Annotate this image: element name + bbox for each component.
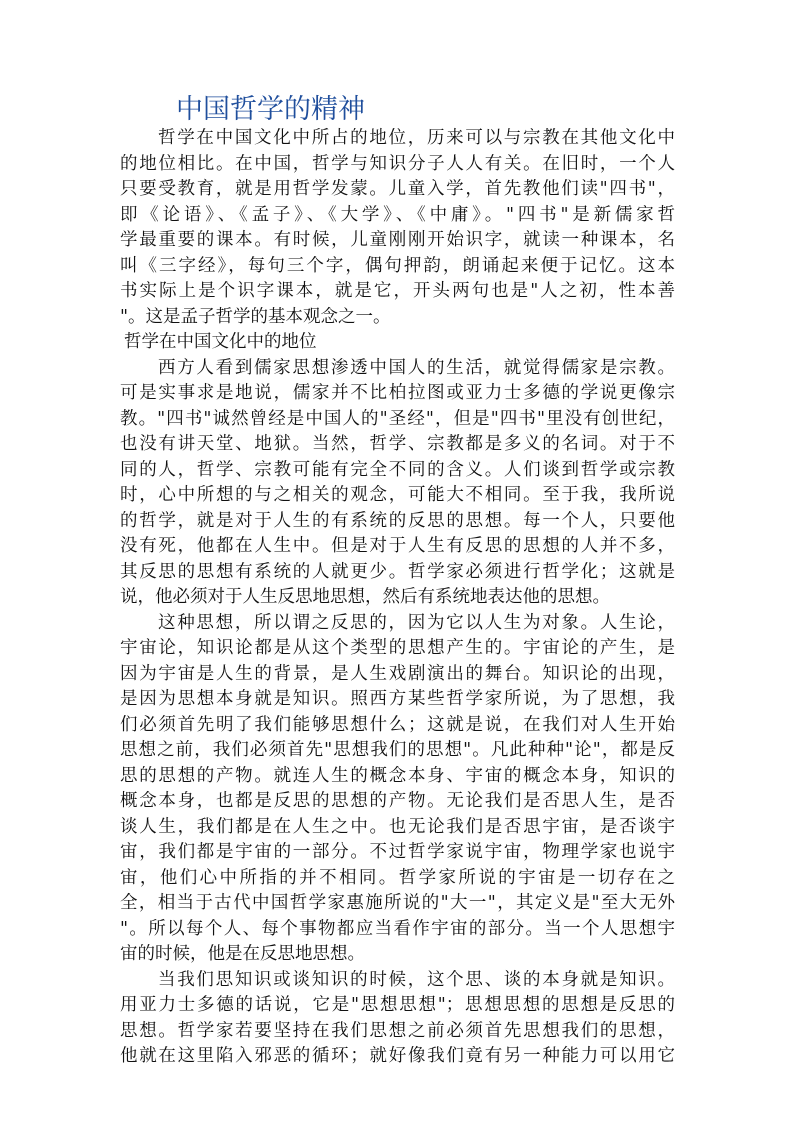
paragraph-line: 谈人生，我们都是在人生之中。也无论我们是否思宇宙，是否谈宇 — [120, 816, 675, 837]
paragraph-line: 全，相当于古代中国哲学家惠施所说的"大一"，其定义是"至大无外 — [120, 893, 675, 913]
paragraph-line: "。所以每个人、每个事物都应当看作宇宙的部分。当一个人思想宇 — [120, 918, 675, 939]
paragraph-line: 即《论语》、《孟子》、《大学》、《中庸》。"四书"是新儒家哲 — [120, 204, 675, 225]
paragraph-line: 教。"四书"诚然曾经是中国人的"圣经"，但是"四书"里没有创世纪， — [120, 408, 675, 429]
paragraph-line: 没有死，他都在人生中。但是对于人生有反思的思想的人并不多， — [120, 536, 675, 556]
paragraph-line: "。这是孟子哲学的基本观念之一。 — [120, 306, 391, 327]
paragraph-line: 这种思想，所以谓之反思的，因为它以人生为对象。人生论， — [158, 612, 675, 633]
paragraph-line: 概念本身，也都是反思的思想的产物。无论我们是否思人生，是否 — [120, 791, 675, 811]
paragraph-line: 思的思想的产物。就连人生的概念本身、宇宙的概念本身，知识的 — [120, 765, 675, 786]
paragraph-line: 宇宙论，知识论都是从这个类型的思想产生的。宇宙论的产生，是 — [120, 638, 675, 658]
paragraph-line: 书实际上是个识字课本，就是它，开头两句也是"人之初，性本善 — [120, 281, 675, 301]
paragraph-line: 们必须首先明了我们能够思想什么；这就是说，在我们对人生开始 — [120, 714, 675, 735]
paragraph-line: 可是实事求是地说，儒家并不比柏拉图或亚力士多德的学说更像宗 — [120, 383, 675, 403]
paragraph-line: 学最重要的课本。有时候，儿童刚刚开始识字，就读一种课本，名 — [120, 230, 675, 250]
paragraph-line: 宙，我们都是宇宙的一部分。不过哲学家说宇宙，物理学家也说宇 — [120, 842, 675, 862]
paragraph-line: 时，心中所想的与之相关的观念，可能大不相同。至于我，我所说 — [120, 485, 675, 505]
body-text — [120, 126, 675, 1070]
paragraph-line: 是因为思想本身就是知识。照西方某些哲学家所说，为了思想，我 — [120, 689, 675, 709]
paragraph-line: 西方人看到儒家思想渗透中国人的生活，就觉得儒家是宗教。 — [158, 357, 675, 378]
paragraph-line: 其反思的思想有系统的人就更少。哲学家必须进行哲学化；这就是 — [120, 561, 675, 582]
paragraph-line: 用亚力士多德的话说，它是"思想思想"；思想思想的思想是反思的 — [120, 995, 675, 1015]
paragraph-line: 当我们思知识或谈知识的时候，这个思、谈的本身就是知识。 — [158, 969, 675, 990]
paragraph-line: 同的人，哲学、宗教可能有完全不同的含义。人们谈到哲学或宗教 — [120, 459, 675, 480]
paragraph-line: 思想之前，我们必须首先"思想我们的思想"。凡此种种"论"，都是反 — [120, 740, 675, 760]
paragraph-line: 思想。哲学家若要坚持在我们思想之前必须首先思想我们的思想， — [120, 1020, 675, 1041]
paragraph-line: 也没有讲天堂、地狱。当然，哲学、宗教都是多义的名词。对于不 — [120, 434, 675, 454]
paragraph-line: 因为宇宙是人生的背景，是人生戏剧演出的舞台。知识论的出现， — [120, 663, 675, 684]
paragraph-line: 宙，他们心中所指的并不相同。哲学家所说的宇宙是一切存在之 — [120, 867, 675, 888]
paragraph-line: 哲学在中国文化中所占的地位，历来可以与宗教在其他文化中 — [158, 128, 675, 148]
paragraph-line: 说，他必须对于人生反思地思想，然后有系统地表达他的思想。 — [120, 587, 610, 607]
paragraph-line: 的哲学，就是对于人生的有系统的反思的思想。每一个人，只要他 — [120, 510, 675, 531]
page-title: 中国哲学的精神 — [176, 94, 365, 125]
paragraph-line: 叫《三字经》，每句三个字，偶句押韵，朗诵起来便于记忆。这本 — [120, 255, 675, 276]
section-heading: 哲学在中国文化中的地位 — [124, 332, 317, 352]
paragraph-line: 只要受教育，就是用哲学发蒙。儿童入学，首先教他们读"四书"， — [120, 179, 675, 199]
paragraph-line: 的地位相比。在中国，哲学与知识分子人人有关。在旧时，一个人 — [120, 153, 675, 174]
paragraph-line: 他就在这里陷入邪恶的循环；就好像我们竟有另一种能力可以用它 — [120, 1046, 675, 1066]
paragraph-line: 宙的时候，他是在反思地思想。 — [120, 944, 365, 964]
